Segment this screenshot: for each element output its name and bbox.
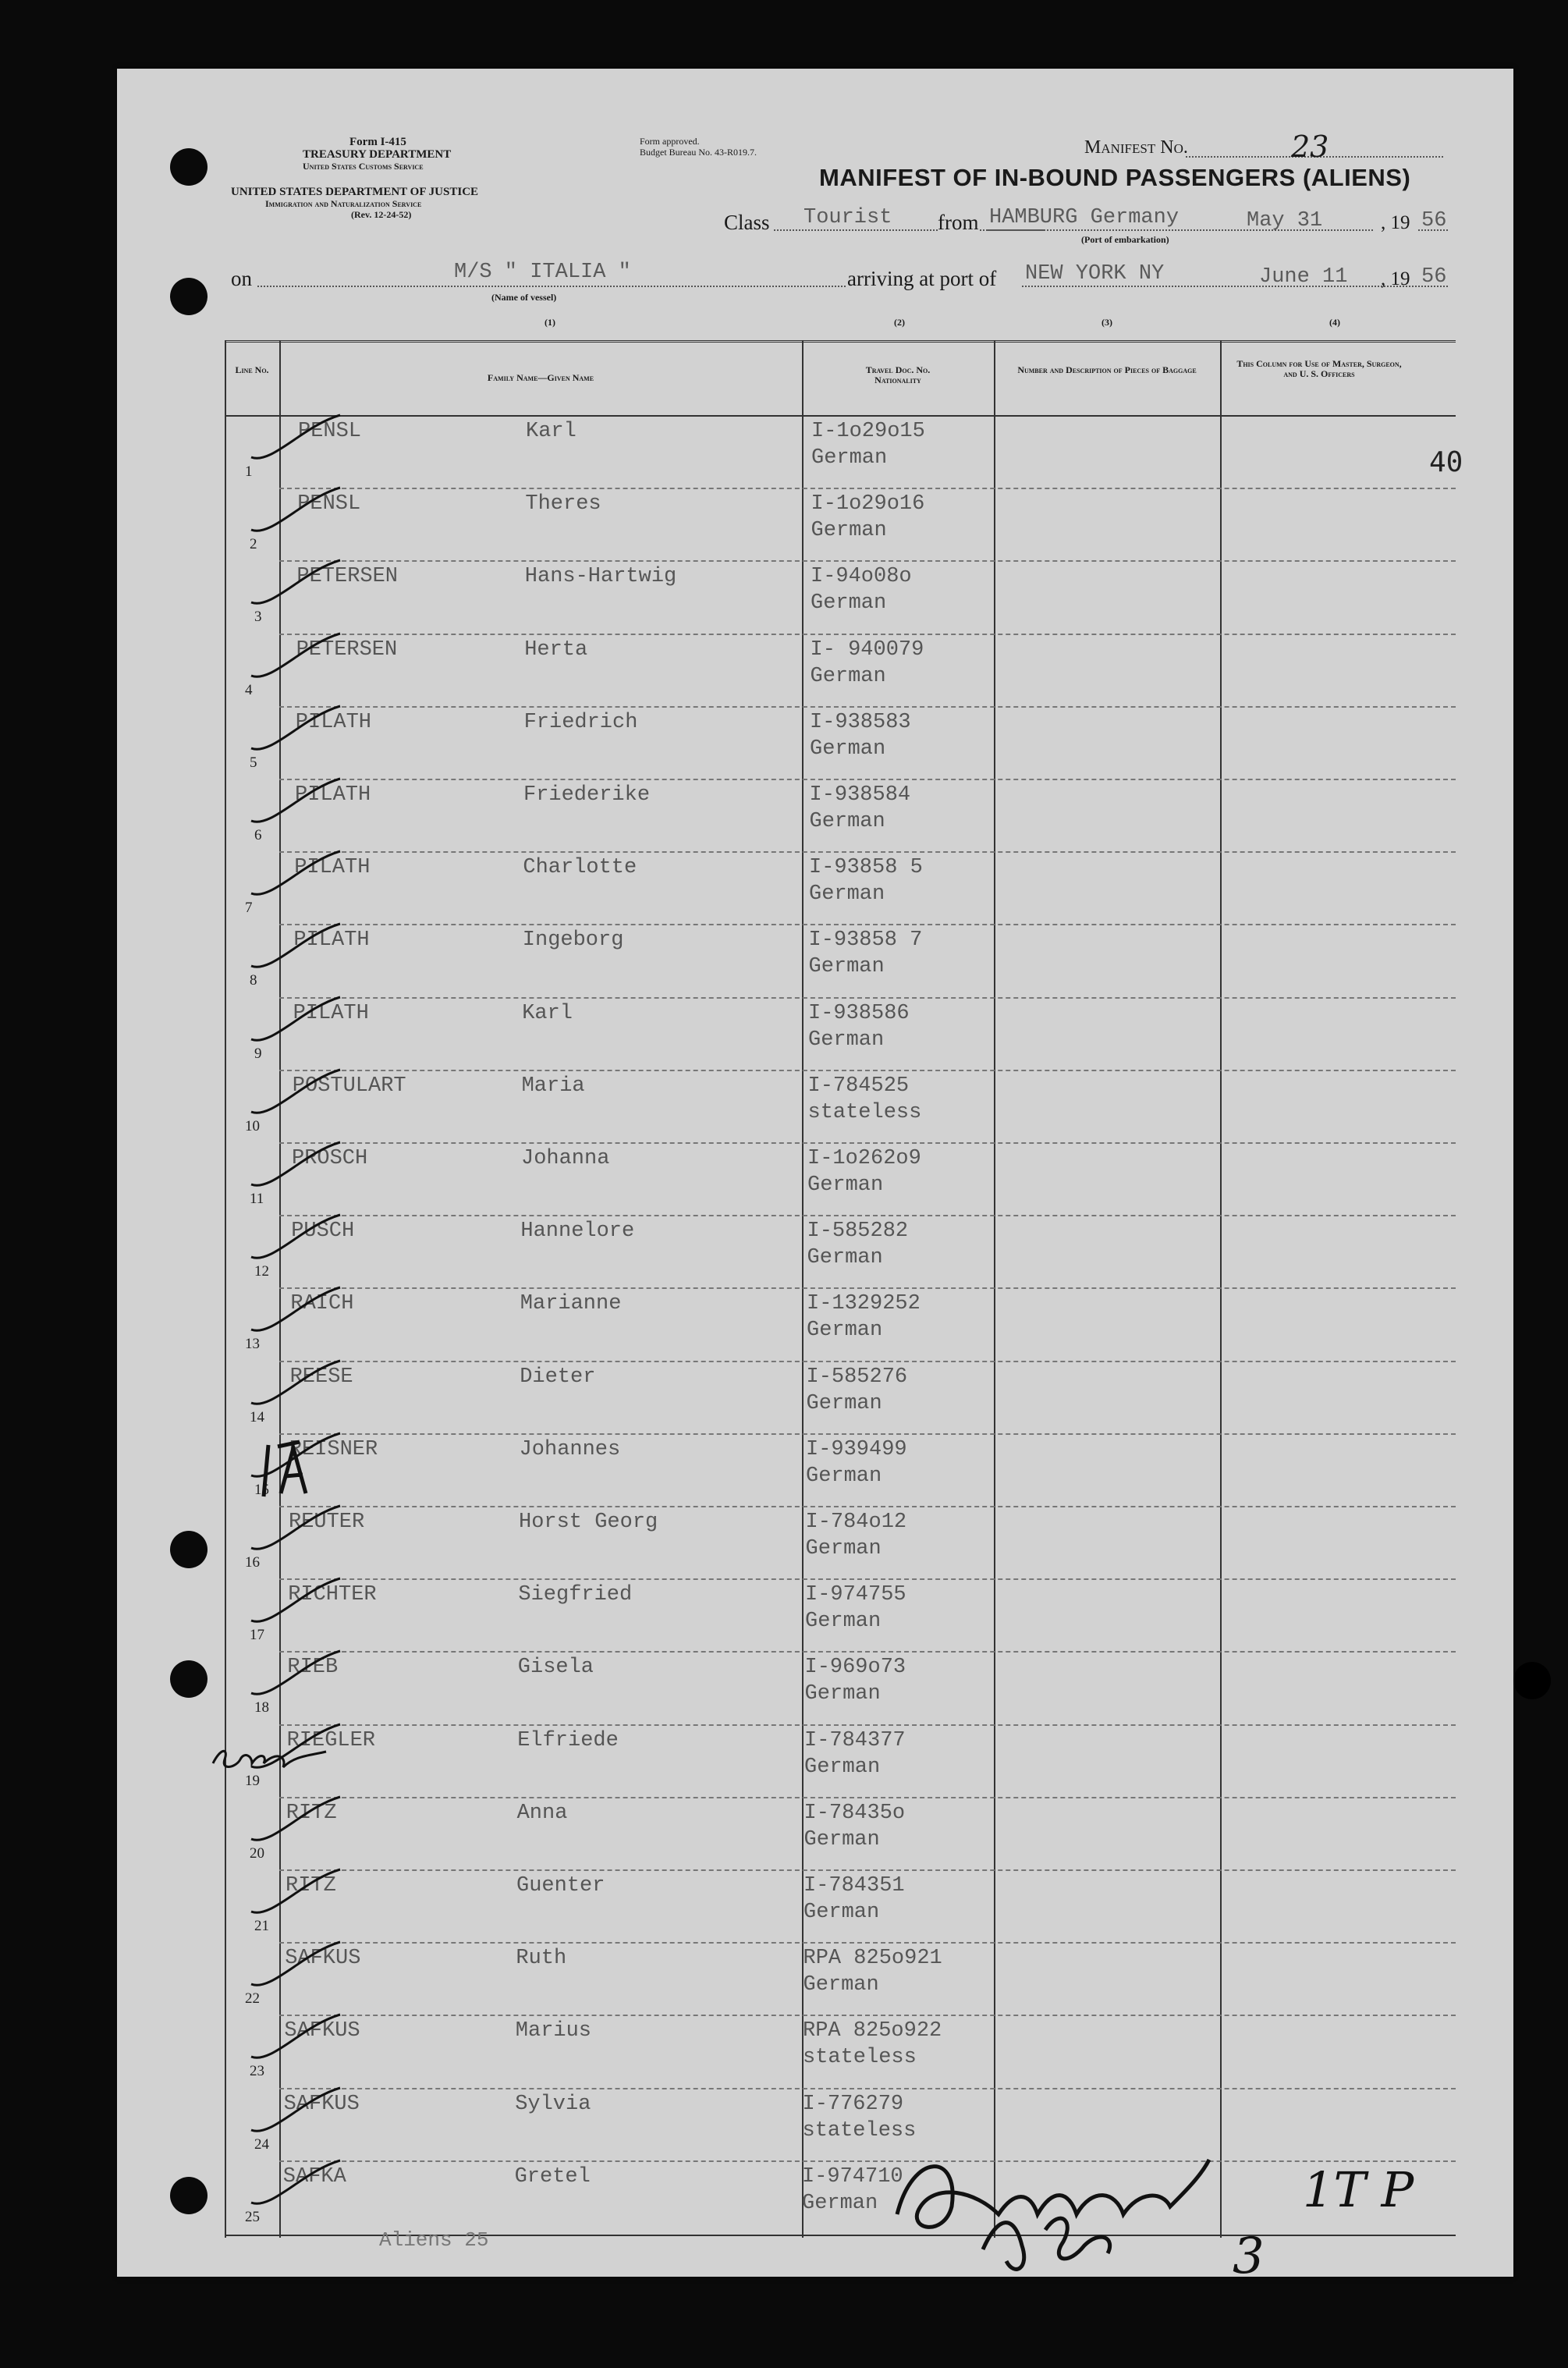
- family-name: POSTULART: [292, 1074, 406, 1098]
- departure-year: 56: [1421, 209, 1447, 233]
- travel-doc-number: I-1o29o15: [811, 420, 925, 443]
- row-divider: [279, 1433, 1456, 1435]
- given-name: Gretel: [514, 2164, 591, 2189]
- family-name: RITZ: [286, 1801, 337, 1825]
- family-name: SAFKA: [282, 2164, 346, 2189]
- nationality: German: [811, 591, 887, 616]
- row-divider: [279, 1942, 1456, 1944]
- arrival-year: 56: [1421, 265, 1447, 289]
- year-prefix: 19: [1390, 212, 1410, 233]
- family-name: PROSCH: [292, 1147, 368, 1170]
- check-mark: [248, 1210, 349, 1280]
- given-name: Marius: [515, 2019, 592, 2043]
- col-border-0: [225, 340, 226, 2238]
- check-mark: [248, 2083, 349, 2153]
- travel-doc-number: I-938584: [809, 783, 911, 807]
- travel-doc-number: I-784o12: [805, 1511, 907, 1534]
- nationality: German: [806, 1391, 882, 1415]
- line-number: 17: [250, 1627, 264, 1644]
- row-divider: [279, 1578, 1456, 1580]
- row-divider: [279, 851, 1456, 853]
- check-mark: [248, 1065, 349, 1135]
- port-of-embarkation: HAMBURG Germany: [989, 206, 1180, 229]
- departure-year-prefix: , 19: [1381, 212, 1410, 233]
- vessel-name: M/S " ITALIA ": [454, 261, 631, 284]
- travel-doc-number: I-938583: [810, 710, 911, 734]
- given-name: Elfriede: [517, 1728, 619, 1752]
- line-number: 13: [245, 1336, 260, 1353]
- line-number: 22: [245, 1990, 260, 2008]
- class-value: Tourist: [804, 206, 892, 229]
- travel-doc-number: I-939499: [806, 1437, 907, 1461]
- check-mark: [248, 701, 349, 772]
- given-name: Johannes: [519, 1437, 621, 1461]
- travel-doc-number: I-93858 5: [809, 856, 923, 880]
- nationality: German: [811, 446, 888, 470]
- family-name: REUTER: [289, 1511, 365, 1534]
- col-num-4: (4): [1329, 317, 1340, 328]
- line-number: 24: [254, 2135, 269, 2153]
- manifest-page: [117, 69, 1513, 2277]
- line-number: 18: [254, 1699, 269, 1717]
- row-divider: [279, 560, 1456, 562]
- nationality: German: [805, 1610, 882, 1634]
- check-mark: [248, 774, 349, 844]
- row-divider: [279, 1724, 1456, 1726]
- row-divider: [279, 488, 1456, 489]
- line-number: 3: [254, 609, 262, 626]
- nationality: German: [807, 1246, 883, 1270]
- nationality: German: [808, 955, 885, 979]
- header-officers: This Column for Use of Master, Surgeon, and U. S. Officers: [1236, 358, 1402, 379]
- nationality: German: [803, 1973, 879, 1997]
- row-divider: [279, 1070, 1456, 1071]
- row-divider: [279, 2088, 1456, 2089]
- check-mark: [248, 2156, 349, 2226]
- handwritten-count: 3: [1233, 2228, 1265, 2277]
- given-name: Theres: [525, 492, 601, 517]
- family-name: RIEGLER: [286, 1728, 376, 1752]
- col-num-3: (3): [1102, 317, 1112, 328]
- family-name: PILATH: [295, 783, 371, 807]
- header-name: Family Name—Given Name: [487, 372, 594, 383]
- arrival-date: June 11: [1259, 265, 1348, 289]
- family-name: RITZ: [286, 1874, 336, 1898]
- port-caption: (Port of embarkation): [1081, 234, 1169, 245]
- check-mark: [248, 629, 349, 699]
- line-number: 20: [250, 1844, 264, 1862]
- line-number: 10: [245, 1117, 260, 1134]
- check-mark: [248, 410, 349, 481]
- manifest-no-value: 23: [1291, 130, 1329, 164]
- family-name: PETERSEN: [296, 565, 399, 589]
- family-name: SAFKUS: [285, 1947, 361, 1971]
- line-number: 21: [254, 1918, 269, 1934]
- row-divider: [279, 1215, 1456, 1216]
- table-header-border: [225, 415, 1456, 417]
- line-number: 8: [250, 972, 257, 989]
- given-name: Friedrich: [523, 710, 638, 734]
- family-name: RICHTER: [288, 1583, 377, 1607]
- line-number: 1: [245, 463, 253, 480]
- signature-svg: [866, 2097, 1428, 2277]
- line-number: 2: [250, 536, 257, 553]
- family-name: PILATH: [293, 1001, 369, 1025]
- given-name: Dieter: [520, 1365, 596, 1389]
- nationality: German: [802, 2191, 878, 2215]
- line-number: 11: [250, 1191, 264, 1207]
- travel-doc-number: I-78435o: [804, 1801, 906, 1825]
- header-baggage: Number and Description of Pieces of Baggage: [1017, 364, 1197, 375]
- given-name: Guenter: [516, 1874, 605, 1898]
- line-number: 7: [245, 900, 253, 917]
- family-name: PILATH: [293, 928, 370, 953]
- check-mark: [248, 1792, 349, 1862]
- given-name: Hannelore: [520, 1220, 635, 1244]
- given-name: Horst Georg: [519, 1511, 658, 1534]
- travel-doc-number: I-776279: [802, 2092, 904, 2116]
- check-mark: [248, 1283, 349, 1353]
- nationality: German: [804, 1682, 881, 1706]
- nationality: German: [811, 519, 887, 543]
- signature-scribble-2: [983, 2218, 1110, 2269]
- row-divider: [279, 997, 1456, 999]
- nationality: stateless: [807, 1100, 922, 1124]
- handwritten-marks: 1T P: [1303, 2161, 1414, 2218]
- travel-doc-number: I- 940079: [810, 637, 924, 662]
- row-divider: [279, 1869, 1456, 1871]
- arrival-port: NEW YORK NY: [1025, 262, 1165, 286]
- given-name: Gisela: [517, 1656, 594, 1680]
- family-name: PILATH: [294, 856, 371, 880]
- page-title: MANIFEST OF IN-BOUND PASSENGERS (ALIENS): [819, 164, 1411, 191]
- nationality: German: [809, 810, 885, 833]
- row-divider: [279, 1506, 1456, 1507]
- travel-doc-number: I-784377: [804, 1728, 906, 1752]
- row-divider: [279, 924, 1456, 925]
- form-number: Form I-415: [349, 136, 406, 148]
- given-name: Siegfried: [518, 1583, 633, 1607]
- travel-doc-number: I-93858 7: [808, 928, 923, 953]
- check-mark: [248, 1937, 349, 2008]
- ins-service: Immigration and Naturalization Service: [265, 198, 422, 209]
- row-divider: [279, 634, 1456, 635]
- line-number: 12: [254, 1263, 269, 1280]
- check-mark: [248, 1501, 349, 1571]
- travel-doc-number: I-784525: [807, 1074, 910, 1098]
- header-travel-doc: Travel Doc. No. Nationality: [865, 364, 931, 385]
- treasury-department: TREASURY DEPARTMENT: [303, 148, 452, 161]
- nationality: German: [806, 1464, 882, 1488]
- line-number: 6: [254, 827, 262, 843]
- nationality: German: [807, 1319, 883, 1343]
- given-name: Karl: [522, 1001, 573, 1025]
- departure-date: May 31: [1247, 209, 1323, 233]
- check-mark: [248, 1356, 349, 1426]
- row-divider: [279, 1361, 1456, 1362]
- arriving-label: arriving at port of: [847, 267, 997, 290]
- line-number: 15: [254, 1481, 269, 1498]
- travel-doc-number: I-974755: [805, 1583, 906, 1607]
- punch-hole-2: [170, 278, 208, 315]
- department-of-justice: UNITED STATES DEPARTMENT OF JUSTICE: [231, 186, 479, 198]
- col-num-1: (1): [545, 317, 555, 328]
- nationality: German: [808, 1028, 885, 1052]
- line-number: 5: [250, 754, 257, 771]
- row-divider: [279, 1797, 1456, 1798]
- punch-hole-6: [170, 2177, 208, 2214]
- manifest-table: [225, 340, 1456, 2238]
- line-number: 14: [250, 1408, 264, 1425]
- nationality: German: [810, 737, 886, 761]
- line-number: 25: [245, 2208, 260, 2225]
- family-name: PENSL: [297, 492, 361, 517]
- family-name: RIEB: [287, 1656, 339, 1680]
- line-number: 4: [245, 681, 253, 698]
- travel-doc-number: I-1o29o16: [811, 492, 925, 517]
- table-top-border: [225, 340, 1456, 343]
- arrival-year-prefix: , 19: [1381, 268, 1410, 289]
- on-label: on: [231, 267, 252, 290]
- check-mark: [248, 919, 349, 989]
- class-label: Class: [724, 211, 770, 234]
- check-mark: [248, 556, 349, 626]
- given-name: Karl: [526, 420, 576, 443]
- travel-doc-number: I-969o73: [804, 1656, 906, 1680]
- family-name: PUSCH: [291, 1220, 355, 1244]
- row-divider: [279, 706, 1456, 708]
- travel-doc-number: I-1o262o9: [807, 1147, 921, 1170]
- check-mark: [248, 1138, 349, 1208]
- nationality: German: [807, 1173, 884, 1197]
- line-number: 9: [254, 1045, 262, 1062]
- given-name: Sylvia: [515, 2092, 591, 2116]
- given-name: Charlotte: [523, 856, 637, 880]
- budget-bureau: Budget Bureau No. 43-R019.7.: [640, 147, 757, 158]
- travel-doc-number: I-1329252: [807, 1292, 921, 1316]
- nationality: German: [805, 1537, 882, 1560]
- family-name: SAFKUS: [283, 2092, 360, 2116]
- family-name: PETERSEN: [296, 637, 398, 662]
- travel-doc-number: I-585282: [807, 1220, 909, 1244]
- signature-scribble: [897, 2160, 1209, 2227]
- given-name: Marianne: [520, 1292, 622, 1316]
- check-mark: [248, 1574, 349, 1644]
- punch-hole-1: [170, 148, 208, 186]
- row-divider: [279, 1287, 1456, 1289]
- given-name: Herta: [524, 637, 588, 662]
- line-number: 23: [250, 2063, 264, 2080]
- check-mark: [248, 1865, 349, 1935]
- given-name: Anna: [516, 1801, 568, 1825]
- check-mark: [248, 1646, 349, 1717]
- family-name: PENSL: [298, 420, 362, 443]
- given-name: Hans-Hartwig: [524, 565, 677, 589]
- vessel-caption: (Name of vessel): [491, 292, 557, 303]
- travel-doc-number: I-94o08o: [811, 565, 912, 589]
- punch-hole-4: [170, 1660, 208, 1698]
- family-name: SAFKUS: [284, 2019, 360, 2043]
- line-number: 16: [245, 1554, 260, 1571]
- revision-date: (Rev. 12-24-52): [351, 209, 412, 220]
- check-mark: [248, 847, 349, 917]
- given-name: Ruth: [516, 1947, 567, 1971]
- footer-aliens-count: Aliens 25: [379, 2228, 489, 2252]
- col-num-2: (2): [894, 317, 905, 328]
- header-line-no: Line No.: [235, 364, 269, 375]
- nationality: German: [804, 1755, 881, 1779]
- family-name: REESE: [289, 1365, 353, 1389]
- nationality: stateless: [802, 2118, 917, 2143]
- nationality: stateless: [803, 2046, 917, 2070]
- line-number: 19: [245, 1772, 260, 1789]
- given-name: Johanna: [521, 1147, 610, 1170]
- arrival-year-prefix-text: 19: [1390, 268, 1410, 289]
- travel-doc-number: I-974710: [802, 2164, 903, 2189]
- punch-hole-5: [1513, 1662, 1551, 1699]
- travel-doc-number: RPA 825o921: [803, 1947, 942, 1971]
- manifest-no-label: Manifest No.: [1084, 137, 1188, 158]
- row-divider: [279, 1142, 1456, 1144]
- margin-number: 40: [1429, 446, 1463, 478]
- check-mark: [248, 992, 349, 1063]
- row-divider: [279, 779, 1456, 780]
- customs-service: United States Customs Service: [303, 161, 424, 172]
- nationality: German: [810, 664, 886, 688]
- travel-doc-number: I-585276: [806, 1365, 908, 1389]
- row-divider: [279, 1651, 1456, 1653]
- nationality: German: [804, 1901, 880, 1924]
- family-name: PILATH: [295, 710, 372, 734]
- given-name: Friederike: [523, 783, 651, 807]
- travel-doc-number: I-784351: [804, 1874, 905, 1898]
- nationality: German: [809, 882, 885, 907]
- row-divider: [279, 2015, 1456, 2016]
- given-name: Ingeborg: [522, 928, 624, 953]
- travel-doc-number: RPA 825o922: [803, 2019, 942, 2043]
- given-name: Maria: [521, 1074, 585, 1098]
- family-name: RAICH: [290, 1292, 354, 1316]
- punch-hole-3: [170, 1531, 208, 1568]
- family-name: REISNER: [289, 1437, 378, 1461]
- form-approved: Form approved.: [640, 136, 700, 147]
- travel-doc-number: I-938586: [808, 1001, 910, 1025]
- row14-mark: [254, 1439, 317, 1501]
- see-note-scribble: [209, 1732, 334, 1779]
- nationality: German: [804, 1827, 880, 1851]
- check-mark: [248, 2010, 349, 2080]
- from-label: from: [938, 211, 979, 234]
- check-mark: [248, 483, 349, 553]
